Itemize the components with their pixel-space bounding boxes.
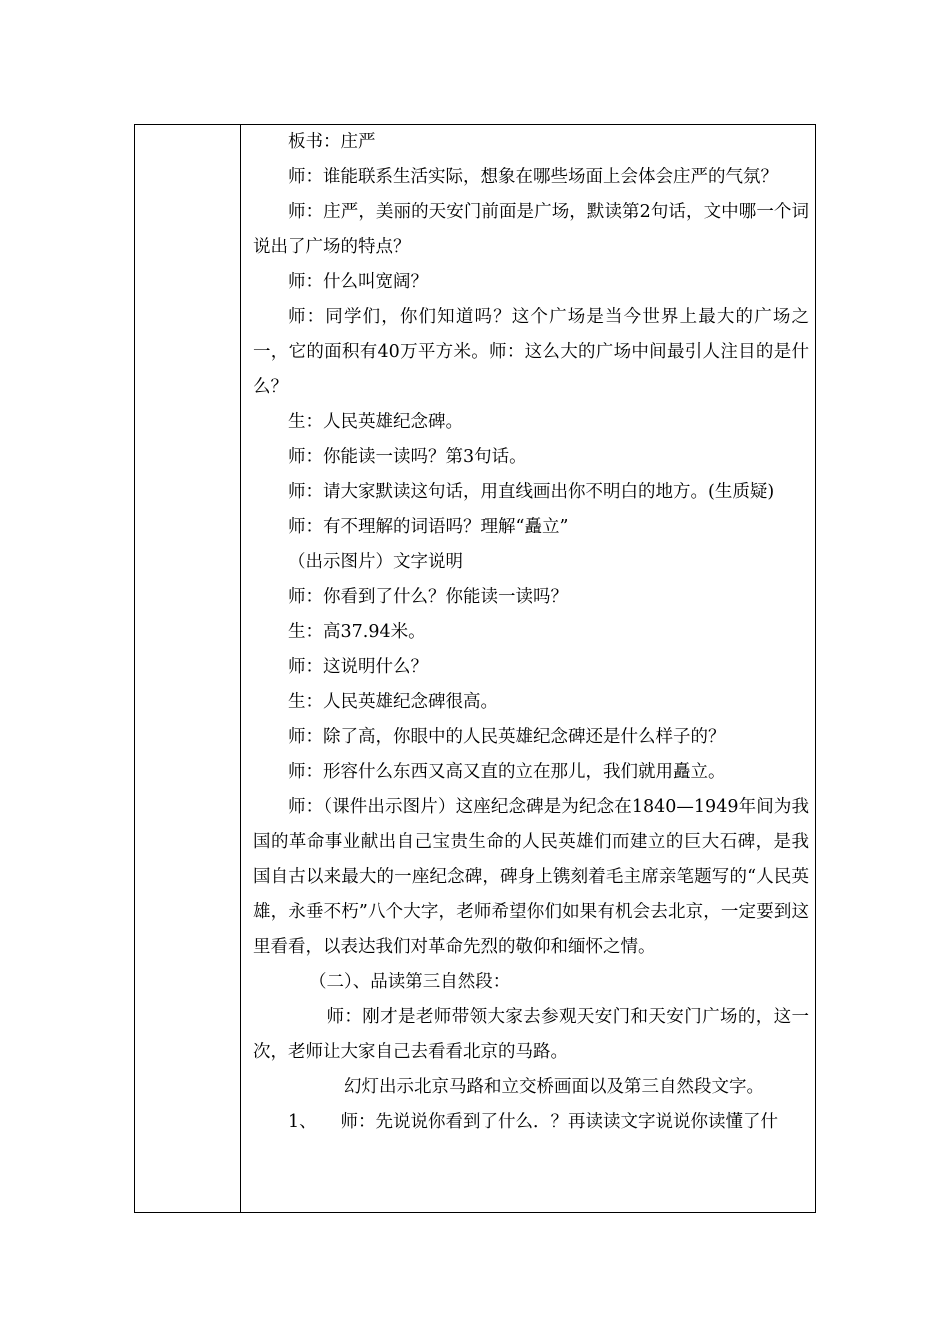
paragraph: 师：庄严，美丽的天安门前面是广场，默读第2句话，文中哪一个词说出了广场的特点？	[253, 202, 809, 257]
paragraph: 师：这说明什么？	[288, 657, 428, 677]
paragraph: 师：同学们，你们知道吗？这个广场是当今世界上最大的广场之一，它的面积有40万平方米。师：这么大的广场中间最引人注目的是什么？	[253, 307, 809, 397]
table-left-column	[135, 125, 241, 1212]
section-heading: （二）、品读第三自然段：	[309, 972, 511, 992]
paragraph: 师：刚才是老师带领大家去参观天安门和天安门广场的，这一次，老师让大家自己去看看北京的马路。	[253, 1007, 809, 1062]
numbered-item	[253, 1105, 809, 1140]
paragraph: 幻灯出示北京马路和立交桥画面以及第三自然段文字。	[344, 1077, 764, 1097]
paragraph: 师：你能读一读吗？第3句话。	[288, 447, 527, 467]
paragraph: 师：你看到了什么？你能读一读吗？	[288, 587, 568, 607]
item-text: 师：先说说你看到了什么．？再读读文字说说你读懂了什	[340, 1112, 778, 1132]
paragraph: 师：除了高，你眼中的人民英雄纪念碑还是什么样子的？	[288, 727, 726, 747]
item-number: 1、	[288, 1112, 317, 1132]
paragraph: 生：人民英雄纪念碑。	[288, 412, 463, 432]
lesson-table	[134, 124, 816, 1213]
paragraph: 生：人民英雄纪念碑很高。	[288, 692, 498, 712]
paragraph: 师：有不理解的词语吗？理解“矗立”	[288, 517, 569, 537]
paragraph: 板书：庄严	[288, 132, 376, 152]
paragraph: 师：形容什么东西又高又直的立在那儿，我们就用矗立。	[288, 762, 726, 782]
paragraph: 师：（课件出示图片）这座纪念碑是为纪念在1840—1949年间为我国的革命事业献出自己宝贵生命的人民英雄们而建立的巨大石碑，是我国自古以来最大的一座纪念碑，碑身上镌刻着毛主席亲笔题写的“人民英雄，永垂不朽”八个大字，老师希望你们如果有机会去北京，一定要到这里看看，以表达我们对革命先烈的敬仰和缅怀之情。	[253, 797, 809, 957]
lesson-content	[253, 125, 809, 1140]
paragraph: 师：谁能联系生活实际，想象在哪些场面上会体会庄严的气氛？	[288, 167, 778, 187]
paragraph: 生：高37.94米。	[288, 622, 426, 642]
paragraph: （出示图片）文字说明	[288, 552, 463, 572]
paragraph: 师：请大家默读这句话，用直线画出你不明白的地方。(生质疑)	[288, 482, 775, 502]
paragraph: 师：什么叫宽阔？	[288, 272, 428, 292]
